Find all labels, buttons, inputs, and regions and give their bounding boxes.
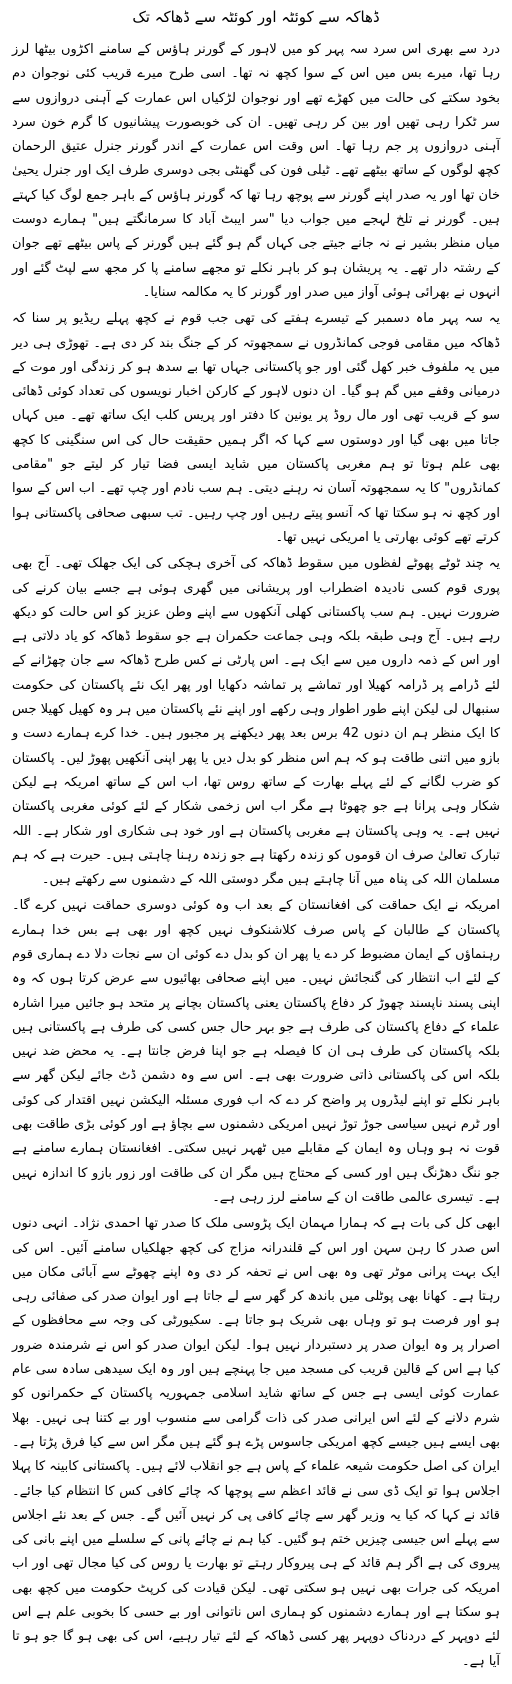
paragraph-4: امریکہ نے ایک حماقت کی افغانستان کے بعد اب وہ کوئی دوسری حماقت نہیں کرے گا۔ پاکستان کے طالبان کے پاس صرف کلاشنکوف نہیں کچھ اور بھی ہے بس خدا ہمارے رہنماؤں کے ایمان مضبوط کر دے یا پھر ان کو بدل دے کوئی ان سے نجات دلا دے ہماری قوم کے لئے اب انتظار کی گنجائش نہیں۔ میں اپنے صحافی بھائیوں سے عرض کرتا ہوں کہ وہ اپنی پسند ناپسند چھوڑ کر دفاع پاکستان یعنی پاکستان بچانے پر متحد ہو جائیں میرا اشارہ علماء کے دفاع پاکستان کی طرف ہے جو بہر حال جس کسی کی طرف ہے پاکستانی ہیں بلکہ پاکستان کی طرف ہی ان کا فیصلہ ہے جو اپنا فرض جانتا ہے۔ یہ محض ضد نہیں بلکہ اس کی پاکستانی ذاتی ضرورت بھی ہے۔ اس سے وہ دشمن ڈٹ جائے لیکن گھر سے باہر نکلے تو اپنے لیڈروں پر واضح کر دے کہ اب فوری مسئلہ الیکشن نہیں اقتدار کی کوئی اور ٹرم نہیں سیاسی جوڑ توڑ نہیں امریکی دشمنوں سے بچاؤ ہے اور کوئی بڑی طاقت بھی قوت نہ ہو وہاں وہ ایمان کے مقابلے میں ٹھہر نہیں سکتی۔ افغانستان ہمارے سامنے ہے جو ننگ دھڑنگ ہیں اور کسی کے محتاج ہیں مگر ان کی طاقت اور زور بازو کا اندازہ نہیں ہے۔ تیسری عالمی طاقت ان کے سامنے لرز رہی ہے۔ <box>12 898 500 1205</box>
paragraph-1: درد سے بھری اس سرد سہ پہر کو میں لاہور کے گورنر ہاؤس کے سامنے اکڑوں بیٹھا لرز رہا تھا، میرے بس میں اس کے سوا کچھ نہ تھا۔ اسی طرح میرے قریب کئی نوجوان دم بخود سکتے کی حالت میں کھڑے تھے اور نوجوان لڑکیاں اس عمارت کے آہنی دروازوں سے سر ٹکرا رہی تھیں اور بین کر رہی تھیں۔ ان کی خوبصورت پیشانیوں کا گرم خون سرد آہنی دروازوں پر جم رہا تھا۔ اس وقت اس عمارت کے اندر گورنر جنرل عتیق الرحمان کچھ لوگوں کے ساتھ بیٹھے تھے۔ ٹیلی فون کی گھنٹی بجی دوسری طرف ایک اور جنرل یحییٰ خان تھا اور یہ صدر اپنے گورنر سے پوچھ رہا تھا کہ گورنر ہاؤس کے باہر جمع لوگ کیا کہتے ہیں۔ گورنر نے تلخ لہجے میں جواب دیا "سر ایبٹ آباد کا سرمانگتے ہیں" ہمارے دوست میاں منظر بشیر نے نہ جانے جیتے جی کہاں گم ہو گئے ہیں گورنر کے پاس بیٹھے تھے جوان کے رشتہ دار تھے۔ یہ پریشان ہو کر باہر نکلے تو مجھے سامنے پا کر مجھ سے لپٹ گئے اور انہوں نے بھرائی ہوئی آواز میں صدر اور گورنر کا یہ مکالمہ سنایا۔ <box>12 42 500 300</box>
paragraph-5: ابھی کل کی بات ہے کہ ہمارا مہمان ایک پڑوسی ملک کا صدر تھا احمدی نژاد۔ انہی دنوں اس صدر کا رہن سہن اور اس کے قلندرانہ مزاج کی کچھ جھلکیاں سامنے آئیں۔ اس کی ایک بہت پرانی موٹر تھی وہ بھی اس نے تحفہ کر دی وہ اپنے چھوٹے سے آبائی مکان میں رہتا ہے۔ کھانا بھی پوٹلی میں باندھ کر گھر سے لے جاتا ہے اور ایوان صدر کی صفائی رہی ہو اور فرصت ہو تو وہاں بھی شریک ہو جاتا ہے۔ سکیورٹی کی وجہ سے محافظوں کے اصرار پر وہ ایوان صدر پر دستبردار نہیں ہوا۔ لیکن ایوان صدر کو اس نے شرمندہ ضرور کیا ہے اس کے قالین قریب کی مسجد میں جا پہنچے ہیں اور وہ ایک سیدھی سادہ سی عام عمارت کوئی ایسی ہے جس کے ساتھ شاید اسلامی جمہوریہ پاکستان کے حکمرانوں کو شرم دلانے کے لئے اس ایرانی صدر کی ذات گرامی سے منسوب اور بے کتنا ہی نہیں۔ بھلا بھی ایسے ہیں جیسے کچھ امریکی جاسوس پڑے ہو گئے ہیں مگر اس سے کیا فرق پڑتا ہے۔ ایران کی اصل حکومت شیعہ علماء کے پاس ہے جو انقلاب لائے ہیں۔ پاکستانی کابینہ کا پہلا اجلاس ہوا تو ایک ڈی سی نے قائد اعظم سے پوچھا کہ چائے کافی کس کا انتظام کیا جائے۔ قائد نے کہا کہ کیا یہ وزیر گھر سے چائے کافی پی کر نہیں آئیں گے۔ جس کے بعد نئے اجلاس سے پہلے اس جیسی چیزیں ختم ہو گئیں۔ کیا ہم نے چائے پانی کے سلسلے میں اپنے بانی کی پیروی کی ہے اگر ہم قائد کے ہی پیروکار رہتے تو بھارت یا روس کی کیا مجال تھی اور اب امریکہ کی جرات بھی نہیں ہو سکتی تھی۔ لیکن قیادت کی کرپٹ حکومت میں کچھ بھی ہو سکتا ہے اور ہمارے دشمنوں کو ہماری اس ناتوانی اور بے حسی کا بخوبی علم ہے اس لئے دوپہر کے دردناک دوپہر پھر کسی ڈھاکہ کے لئے تیار رہیے، اس کی بھی ہو گا جو ہو تا آیا ہے۔ <box>12 1216 500 1669</box>
article-headline: ڈھاکہ سے کوئٹہ اور کوئٹہ سے ڈھاکہ تک <box>132 8 380 26</box>
paragraph-2: یہ سہ پہر ماہ دسمبر کے تیسرے ہفتے کی تھی جب قوم نے کچھ پہلے ریڈیو پر سنا کہ ڈھاکہ میں مقامی فوجی کمانڈروں نے سمجھوتہ کر کے جنگ بند کر دی ہے۔ تھوڑی ہی دیر میں یہ ملفوف خبر کھل گئی اور جو پاکستانی جہاں تھا بے سدھ ہو کر زندگی اور موت کے درمیانی وقفے میں گم ہو گیا۔ ان دنوں لاہور کے کارکن اخبار نویسوں کی تعداد کوئی ڈھائی سو کے قریب تھی اور مال روڈ پر یونین کا دفتر اور پریس کلب ایک ساتھ تھے۔ میں کہاں جاتا میں بھی گیا اور دوستوں سے کہا کہ اگر ہمیں حقیقت حال کی اس سنگینی کا کچھ بھی علم ہوتا تو ہم مغربی پاکستان میں شاید ایسی فضا تیار کر لیتے جو "مقامی کمانڈروں" کا یہ سمجھوتہ آسان نہ رہنے دیتی۔ ہم سب نادم اور چپ تھے۔ اب اس کے سوا اور کچھ نہ ہو سکتا تھا کہ آنسو پیتے رہیں اور چپ رہیں۔ تب سبھی صحافی پاکستانی ہوا کرتے تھے کوئی بھارتی یا امریکی نہیں تھا۔ <box>12 311 500 545</box>
article-body <box>12 38 500 1674</box>
paragraph-3: یہ چند ٹوٹے پھوٹے لفظوں میں سقوط ڈھاکہ کی آخری ہچکی کی ایک جھلک تھی۔ آج بھی پوری قوم کسی نادیدہ اضطراب اور پریشانی میں گھری ہوئی ہے جسے بیان کرنے کی ضرورت نہیں۔ ہم سب پاکستانی کھلی آنکھوں سے اپنے وطن عزیز کو اس حالت کو دیکھ رہے ہیں۔ آج وہی طبقہ بلکہ وہی جماعت حکمران ہے جو سقوط ڈھاکہ کو یاد دلاتی ہے اور اس کے ذمہ داروں میں سے ایک ہے۔ اس پارٹی نے کس طرح ڈھاکہ سے جان چھڑانے کے لئے ڈرامے پر ڈرامہ کھیلا اور تماشے پر تماشہ دکھایا اور پھر ایک نئے پاکستان کی حکومت سنبھال لی لیکن اپنے طور اطوار وہی رکھے اور اپنے نئے پاکستان میں ہر وہ کھیل کھیلا جس کا ایک منظر ہم ان دنوں 42 برس بعد پھر دیکھنے پر مجبور ہیں۔ خدا کرے ہمارے دست و بازو میں اتنی طاقت ہو کہ ہم اس منظر کو بدل دیں یا پھر اپنی آنکھیں پھوڑ لیں۔ پاکستان کو ضرب لگانے کے لئے پہلے بھارت کے ساتھ روس تھا، اب اس کے ساتھ امریکہ ہے لیکن شکار وہی پرانا ہے جو چھوٹا ہے مگر اب اس زخمی شکار کے لئے کوئی مغربی پاکستان نہیں ہے۔ یہ وہی پاکستان ہے مغربی پاکستان ہے اور خود ہی شکاری اور شکار ہے۔ اللہ تبارک تعالیٰ صرف ان قوموں کو زندہ رکھتا ہے جو زندہ رہنا چاہتی ہیں۔ حیرت ہے کہ ہم مسلمان اللہ کی پناہ میں آنا چاہتے ہیں مگر دوستی اللہ کے دشمنوں سے رکھتے ہیں۔ <box>12 556 501 888</box>
